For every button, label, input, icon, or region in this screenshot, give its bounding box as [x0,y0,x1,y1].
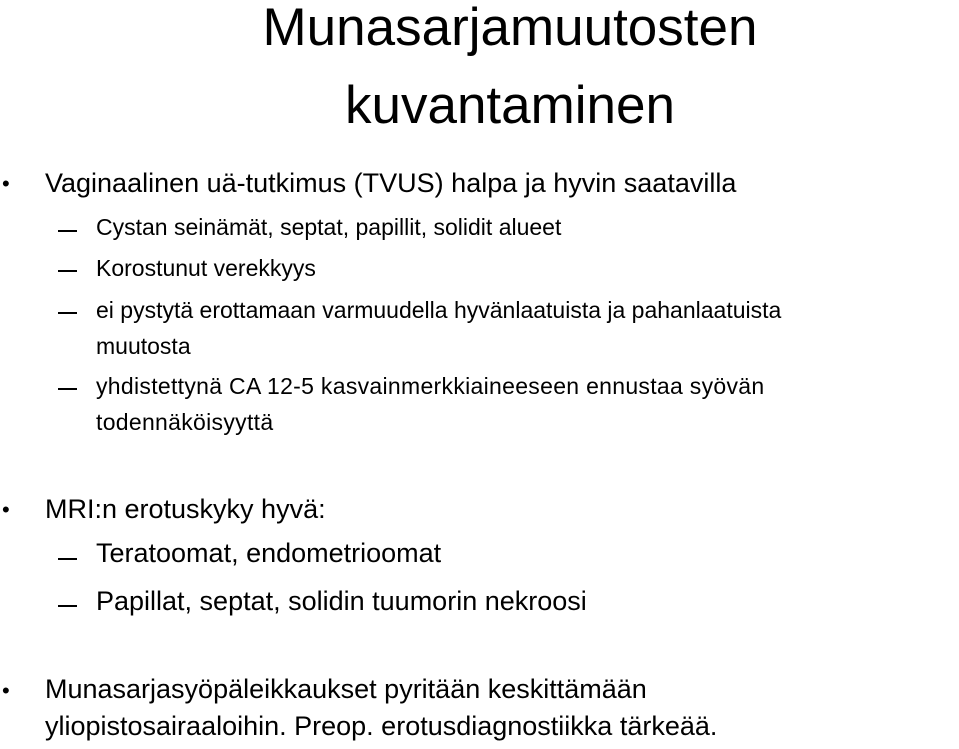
slide-title-line-2: kuvantaminen [345,76,675,135]
dash-icon [58,388,77,390]
dash-icon [58,558,77,560]
dash-icon [58,270,77,272]
slide-title-line-1: Munasarjamuutosten [262,0,758,57]
dash-icon [58,312,77,314]
bullet-text: MRI:n erotuskyky hyvä: [45,494,326,524]
subitem-text: Teratoomat, endometrioomat [96,538,442,568]
subitem-text-continued: muutosta [96,333,191,359]
subitem-text: Cystan seinämät, septat, papillit, solidit alueet [96,214,562,240]
subitem-text: ei pystytä erottamaan varmuudella hyvänlaatuista ja pahanlaatuista [96,297,782,323]
bullet-text-continued: yliopistosairaaloihin. Preop. erotusdiagnostiikka tärkeää. [45,711,718,741]
subitem-text-continued: todennäköisyyttä [96,409,274,435]
bullet-text: Vaginaalinen uä-tutkimus (TVUS) halpa ja hyvin saatavilla [45,168,737,198]
dash-icon [58,230,77,232]
dash-icon [58,605,77,607]
bullet-dot-icon: • [2,171,10,196]
subitem-text: Korostunut verekkyys [96,255,316,281]
bullet-dot-icon: • [2,678,10,703]
subitem-text: Papillat, septat, solidin tuumorin nekroosi [96,586,587,616]
bullet-text: Munasarjasyöpäleikkaukset pyritään keskittämään [45,674,647,704]
subitem-text: yhdistettynä CA 12-5 kasvainmerkkiaineeseen ennustaa syövän [96,373,765,399]
bullet-dot-icon: • [2,497,10,522]
